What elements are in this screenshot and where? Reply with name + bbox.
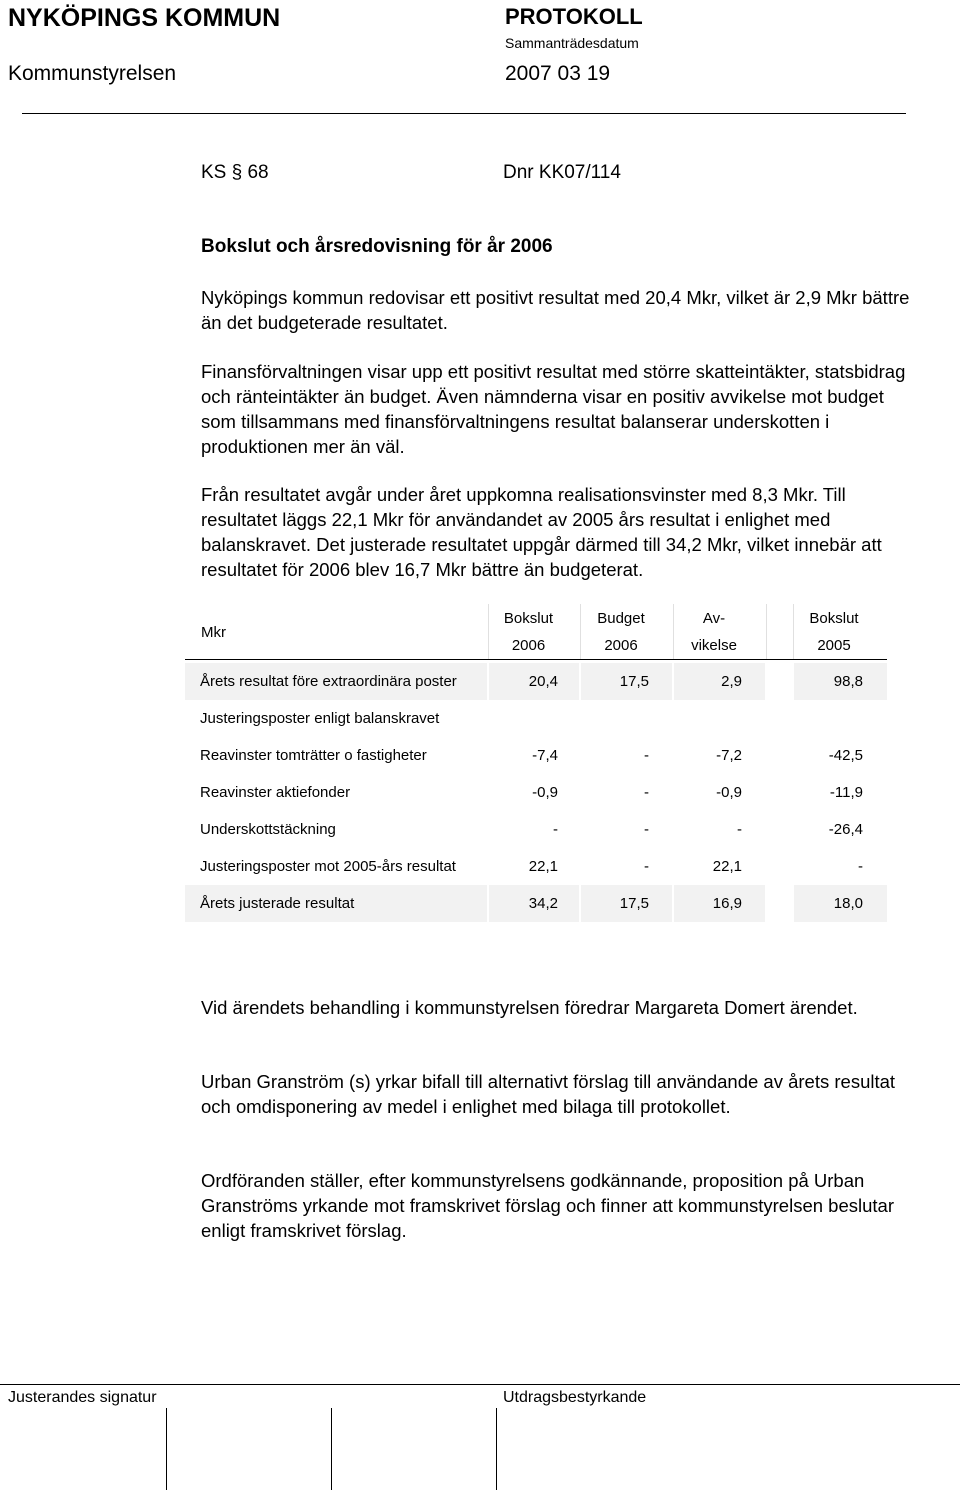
table-header-divider-v2 (580, 604, 581, 659)
table-row (185, 774, 887, 811)
document-type: PROTOKOLL (505, 4, 643, 29)
paragraph-finance: Finansförvaltningen visar upp ett positivt resultat med större skatteintäkter, statsbidrag och ränteintäkter än budget. Även nämnderna visar en positiv avvikelse mot budget som tillsammans med finansförvaltningens resultat balanserar underskotten i produktionen mer än väl. (201, 361, 906, 457)
cell-bokslut-2005: -42,5 (828, 747, 863, 764)
cell-bokslut-2006: -0,9 (532, 784, 558, 801)
paragraph-presentation: Vid ärendets behandling i kommunstyrelsen föredrar Margareta Domert ärendet. (201, 997, 858, 1018)
table-unit-header: Mkr (201, 624, 226, 641)
certification-label: Utdragsbestyrkande (503, 1389, 647, 1406)
table-header-divider (185, 659, 887, 660)
footer-divider (0, 1384, 960, 1385)
cell-avvikelse: - (737, 821, 742, 838)
signature-box-divider (166, 1408, 167, 1490)
column-header-avvikelse-line2: vikelse (691, 637, 737, 654)
column-header-bokslut-2005-line1: Bokslut (809, 610, 859, 627)
case-diary-number: Dnr KK07/114 (503, 162, 621, 183)
cell-bokslut-2006: - (553, 821, 558, 838)
cell-avvikelse: 16,9 (712, 895, 742, 912)
row-label: Reavinster tomträtter o fastigheter (200, 747, 427, 764)
organization-name: NYKÖPINGS KOMMUN (8, 4, 281, 32)
cell-avvikelse: -0,9 (716, 784, 742, 801)
table-header-divider-v4 (766, 604, 767, 659)
signature-box-divider (496, 1408, 497, 1490)
paragraph-result: Nyköpings kommun redovisar ett positivt resultat med 20,4 Mkr, vilket är 2,9 Mkr bättre än det budgeterade resultatet. (201, 287, 910, 333)
table-row (185, 663, 887, 700)
cell-budget-2006: - (644, 747, 649, 764)
cell-bokslut-2006: 20,4 (528, 673, 558, 690)
cell-budget-2006: 17,5 (619, 895, 649, 912)
table-row (185, 848, 887, 885)
cell-bokslut-2005: 18,0 (833, 895, 863, 912)
table-row (185, 811, 887, 848)
row-label: Underskottstäckning (200, 821, 336, 838)
department-name: Kommunstyrelsen (8, 62, 177, 85)
cell-budget-2006: - (644, 821, 649, 838)
cell-bokslut-2005: -11,9 (829, 784, 863, 801)
paragraph-motion: Urban Granström (s) yrkar bifall till alternativt förslag till användande av årets resultat och omdisponering av medel i enlighet med bilaga till protokollet. (201, 1071, 896, 1117)
cell-bokslut-2005: -26,4 (828, 821, 863, 838)
cell-bokslut-2005: - (858, 858, 863, 875)
paragraph-decision: Ordföranden ställer, efter kommunstyrelsens godkännande, proposition på Urban Granströms yrkande mot framskrivet förslag och finner att kommunstyrelsen beslutar enligt framskrivet förslag. (201, 1170, 894, 1241)
cell-budget-2006: - (644, 858, 649, 875)
table-row (185, 885, 887, 922)
signature-box-divider (331, 1408, 332, 1490)
signature-label: Justerandes signatur (8, 1389, 157, 1406)
cell-budget-2006: 17,5 (619, 673, 649, 690)
paragraph-adjustments: Från resultatet avgår under året uppkomna realisationsvinster med 8,3 Mkr. Till resultatet läggs 22,1 Mkr för användandet av 2005 års resultat i enlighet med balanskravet. Det justerade resultatet uppgår därmed till 34,2 Mkr, vilket innebär att resultatet för 2006 blev 16,7 Mkr bättre än budgeterat. (201, 484, 882, 580)
column-header-bokslut-2005-line2: 2005 (817, 637, 851, 654)
table-row (185, 737, 887, 774)
cell-avvikelse: 2,9 (721, 673, 742, 690)
row-label: Justeringsposter mot 2005-års resultat (200, 858, 456, 875)
cell-bokslut-2006: 34,2 (528, 895, 558, 912)
cell-bokslut-2006: 22,1 (528, 858, 558, 875)
column-header-avvikelse-line1: Av- (702, 610, 726, 627)
meeting-date-label: Sammanträdesdatum (505, 35, 639, 51)
row-label: Justeringsposter enligt balanskravet (200, 710, 440, 727)
cell-budget-2006: - (644, 784, 649, 801)
table-header-divider-v1 (488, 604, 489, 659)
meeting-date: 2007 03 19 (505, 62, 611, 85)
cell-avvikelse: 22,1 (712, 858, 742, 875)
column-header-bokslut-2006-line2: 2006 (511, 637, 546, 654)
cell-bokslut-2006: -7,4 (532, 747, 558, 764)
row-label: Årets justerade resultat (200, 895, 355, 912)
row-label: Reavinster aktiefonder (200, 784, 351, 801)
table-row (185, 700, 887, 737)
cell-avvikelse: -7,2 (716, 747, 742, 764)
column-header-budget-2006-line2: 2006 (604, 637, 638, 654)
column-header-budget-2006-line1: Budget (597, 610, 645, 627)
case-paragraph-number: KS § 68 (201, 162, 269, 183)
header-divider (22, 113, 906, 114)
table-header-divider-v5 (793, 604, 794, 659)
row-label: Årets resultat före extraordinära poster (200, 673, 457, 690)
column-header-bokslut-2006-line1: Bokslut (503, 610, 554, 627)
table-header-divider-v3 (673, 604, 674, 659)
cell-bokslut-2005: 98,8 (833, 673, 863, 690)
case-title: Bokslut och årsredovisning för år 2006 (201, 236, 553, 257)
